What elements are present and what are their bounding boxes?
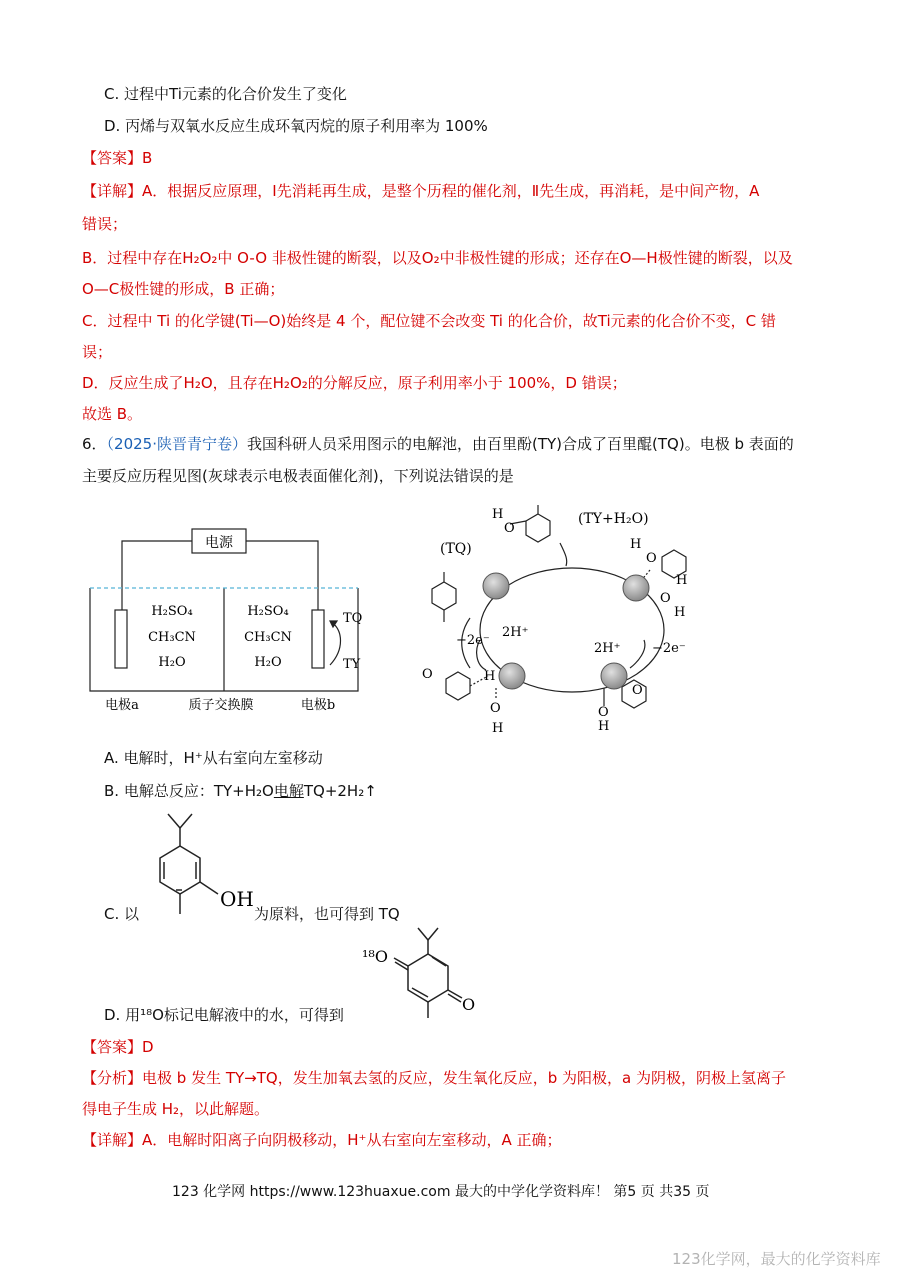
page-footer: 123 化学网 https://www.123huaxue.com 最大的中学化学资料库！ 第5 页 共35 页 — [172, 1184, 710, 1200]
detail-tag: 【详解】 — [82, 1131, 143, 1149]
answer-1 — [82, 148, 152, 168]
option-c-prev: C. 过程中Ti元素的化合价发生了变化 — [104, 85, 347, 103]
left-ch3cn: CH₃CN — [148, 630, 196, 645]
o-label: O — [490, 701, 501, 716]
right-ch3cn: CH₃CN — [244, 630, 292, 645]
h-label: H — [630, 537, 642, 552]
h-label: H — [492, 507, 504, 522]
option-a: A. 电解时，H⁺从右室向左室移动 — [104, 749, 323, 767]
detail-1-d: D．反应生成了H₂O，且存在H₂O₂的分解反应，原子利用率小于 100%，D 错误； — [82, 374, 627, 392]
h-label: H — [676, 573, 688, 588]
minus-2e-right: −2e⁻ — [652, 641, 686, 656]
o18-label: ¹⁸O — [362, 947, 388, 966]
catalyst-ball — [483, 573, 509, 599]
o-label: O — [598, 705, 609, 720]
detail-1-c-line1: C．过程中 Ti 的化学键(Ti—O)始终是 4 个，配位键不会改变 Ti 的化合价，故Ti元素的化合价不变，C 错 — [82, 312, 776, 330]
answer-value: B — [142, 149, 153, 167]
power-label: 电源 — [205, 535, 233, 551]
o-label: O — [504, 521, 515, 536]
option-d-prev: D. 丙烯与双氧水反应生成环氧丙烷的原子利用率为 100% — [104, 117, 488, 135]
analysis-tag: 【分析】 — [82, 1069, 143, 1087]
analysis-text: 电极 b 发生 TY→TQ，发生加氧去氢的反应，发生氧化反应，b 为阳极，a 为阴极，阴极上氢离子 — [142, 1069, 786, 1087]
tq-label: TQ — [343, 611, 363, 626]
detail-2-a — [82, 1130, 562, 1150]
ty-label: TY — [343, 657, 361, 672]
labeled-quinone-structure — [358, 922, 488, 1024]
option-c-suffix: 为原料，也可得到 TQ — [254, 905, 400, 923]
question-number: 6． — [82, 435, 107, 453]
o-label: O — [632, 683, 643, 698]
watermark: 123化学网，最大的化学资料库 — [672, 1250, 881, 1268]
catalyst-ball — [601, 663, 627, 689]
analysis-line2: 得电子生成 H₂，以此解题。 — [82, 1100, 270, 1118]
answer-2 — [82, 1037, 154, 1057]
membrane-label: 质子交换膜 — [188, 698, 254, 713]
question-text: 我国科研人员采用图示的电解池，由百里酚(TY)合成了百里醌(TQ)。电极 b 表面的 — [247, 435, 794, 453]
electrode-a-label: 电极a — [105, 698, 139, 713]
h-label: H — [598, 719, 610, 734]
question-6-line1 — [82, 434, 794, 454]
electrolysis-cell-diagram — [86, 525, 376, 720]
catalyst-ball — [499, 663, 525, 689]
detail-text: A．电解时阳离子向阴极移动，H⁺从右室向左室移动，A 正确； — [142, 1131, 562, 1149]
detail-1-b-line2: O—C极性键的形成，B 正确； — [82, 280, 285, 298]
o-label: O — [646, 551, 657, 566]
detail-1-c-line2: 误； — [82, 343, 113, 361]
tq-label: (TQ) — [440, 541, 472, 557]
answer-tag: 【答案】 — [82, 149, 143, 167]
plus-2h-left: 2H⁺ — [502, 625, 529, 640]
h-label: H — [484, 669, 496, 684]
catalyst-ball — [623, 575, 649, 601]
analysis-line1 — [82, 1068, 786, 1088]
minus-2e-left: −2e⁻ — [456, 633, 490, 648]
option-b-text: B. 电解总反应：TY+H₂O — [104, 782, 274, 800]
option-b — [104, 781, 377, 801]
left-h2o: H₂O — [158, 655, 186, 670]
detail-1-end: 故选 B。 — [82, 405, 143, 423]
answer-value: D — [142, 1038, 154, 1056]
o-label: O — [660, 591, 671, 606]
detail-1-a-line1 — [82, 181, 759, 201]
electrolysis-condition: 电解 — [273, 782, 304, 800]
carvacrol-structure — [138, 810, 260, 920]
plus-2h-right: 2H⁺ — [594, 641, 621, 656]
ty-h2o-label: (TY+H₂O) — [578, 511, 649, 527]
o-label: O — [462, 995, 476, 1014]
detail-text: A．根据反应原理，Ⅰ先消耗再生成，是整个历程的催化剂，Ⅱ先生成，再消耗，是中间产物，A — [142, 182, 760, 200]
question-6-line2: 主要反应历程见图(灰球表示电极表面催化剂)，下列说法错误的是 — [82, 467, 514, 485]
h-label: H — [492, 721, 504, 736]
h-label: H — [674, 605, 686, 620]
electrode-b-label: 电极b — [300, 698, 336, 713]
question-source: （2025·陕晋青宁卷） — [106, 435, 247, 453]
detail-1-a-line2: 错误； — [82, 215, 128, 233]
detail-1-b-line1: B．过程中存在H₂O₂中 O-O 非极性键的断裂，以及O₂中非极性键的形成；还存在O—H极性键的断裂，以及 — [82, 249, 793, 267]
option-b-products: TQ+2H₂↑ — [303, 782, 377, 800]
right-h2o: H₂O — [254, 655, 282, 670]
option-c-prefix: C. 以 — [104, 905, 140, 923]
o-label: O — [422, 667, 433, 682]
reaction-cycle-diagram — [418, 500, 700, 738]
answer-tag: 【答案】 — [82, 1038, 143, 1056]
option-d: D. 用¹⁸O标记电解液中的水，可得到 — [104, 1006, 344, 1024]
left-h2so4: H₂SO₄ — [151, 604, 193, 619]
detail-tag: 【详解】 — [82, 182, 143, 200]
oh-label: OH — [220, 887, 254, 911]
right-h2so4: H₂SO₄ — [247, 604, 289, 619]
